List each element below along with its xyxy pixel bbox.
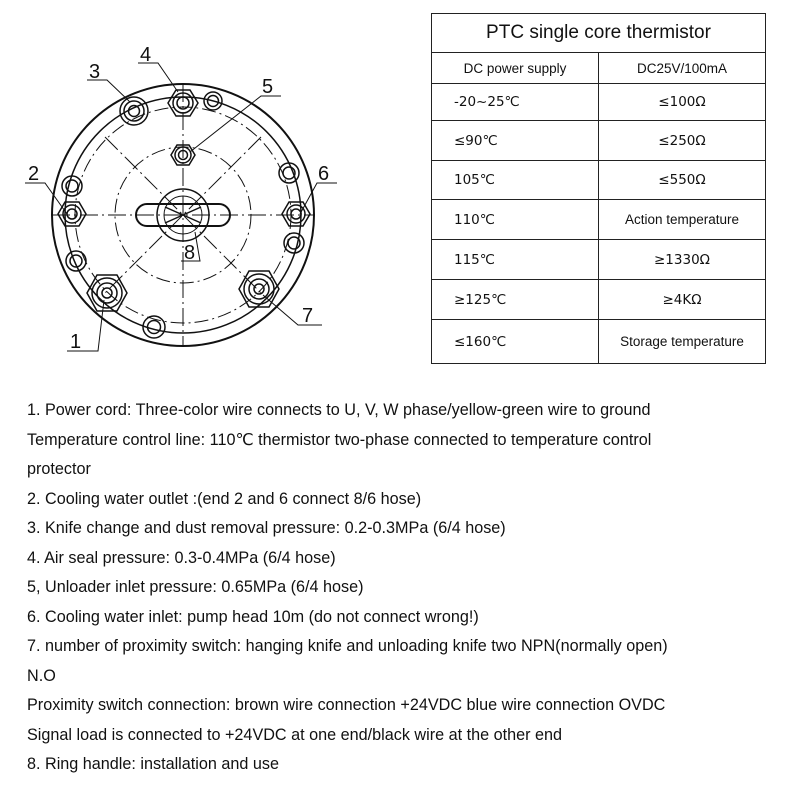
port-4-fitting — [168, 90, 222, 116]
table-cell-left: 110℃ — [432, 200, 599, 240]
port-6-fitting — [279, 163, 310, 253]
note-line: 7. number of proximity switch: hanging knife and unloading knife two NPN(normally open) — [27, 637, 668, 655]
table-cell-right: Storage temperature — [599, 320, 766, 364]
spindle-connection-diagram — [0, 0, 400, 380]
label-7: 7 — [302, 305, 314, 327]
note-line: Signal load is connected to +24VDC at one end/black wire at the other end — [27, 725, 562, 744]
table-cell-right: ≥1330Ω — [599, 240, 766, 280]
table-cell-right: Action temperature — [599, 200, 766, 240]
leader-6 — [300, 183, 337, 214]
note-line: 5, Unloader inlet pressure: 0.65MPa (6/4 hose) — [27, 578, 364, 596]
note-line: protector — [27, 460, 91, 478]
label-5: 5 — [262, 76, 274, 98]
note-line: 6. Cooling water inlet: pump head 10m (do not connect wrong!) — [27, 607, 479, 626]
table-cell-left: ≥125℃ — [432, 280, 599, 320]
table-cell-left: DC power supply — [432, 53, 599, 84]
table-cell-left: 115℃ — [432, 240, 599, 280]
table-cell-right: ≥4KΩ — [599, 280, 766, 320]
table-cell-left: ≤90℃ — [432, 121, 599, 161]
port-2-fitting — [58, 176, 86, 271]
note-line: N.O — [27, 666, 56, 685]
note-line: Temperature control line: 110℃ thermistor two-phase connected to temperature control — [27, 430, 652, 449]
port-3-fitting — [120, 97, 148, 125]
note-line: Proximity switch connection: brown wire connection +24VDC blue wire connection OVDC — [27, 696, 666, 714]
table-title: PTC single core thermistor — [432, 14, 766, 53]
label-1: 1 — [70, 331, 82, 353]
leader-4 — [138, 63, 178, 92]
table-cell-right: DC25V/100mA — [599, 53, 766, 84]
note-line: 8. Ring handle: installation and use — [27, 755, 279, 773]
label-3: 3 — [89, 61, 101, 83]
label-8: 8 — [184, 242, 196, 264]
label-4: 4 — [140, 44, 152, 66]
table-cell-right: ≤100Ω — [599, 84, 766, 121]
note-line: 2. Cooling water outlet :(end 2 and 6 connect 8/6 hose) — [27, 489, 422, 508]
note-line: 3. Knife change and dust removal pressure: 0.2-0.3MPa (6/4 hose) — [27, 519, 506, 537]
table-cell-right: ≤250Ω — [599, 121, 766, 161]
label-6: 6 — [318, 163, 330, 185]
note-line: 4. Air seal pressure: 0.3-0.4MPa (6/4 hose) — [27, 548, 336, 567]
notes-section — [27, 396, 797, 780]
leader-5 — [190, 96, 281, 152]
note-line: 1. Power cord: Three-color wire connects to U, V, W phase/yellow-green wire to ground — [27, 401, 651, 419]
table-cell-left: ≤160℃ — [432, 320, 599, 364]
table-cell-left: 105℃ — [432, 161, 599, 200]
label-2: 2 — [28, 163, 40, 185]
table-cell-left: -20~25℃ — [432, 84, 599, 121]
ptc-spec-table — [431, 13, 766, 364]
table-cell-right: ≤550Ω — [599, 161, 766, 200]
